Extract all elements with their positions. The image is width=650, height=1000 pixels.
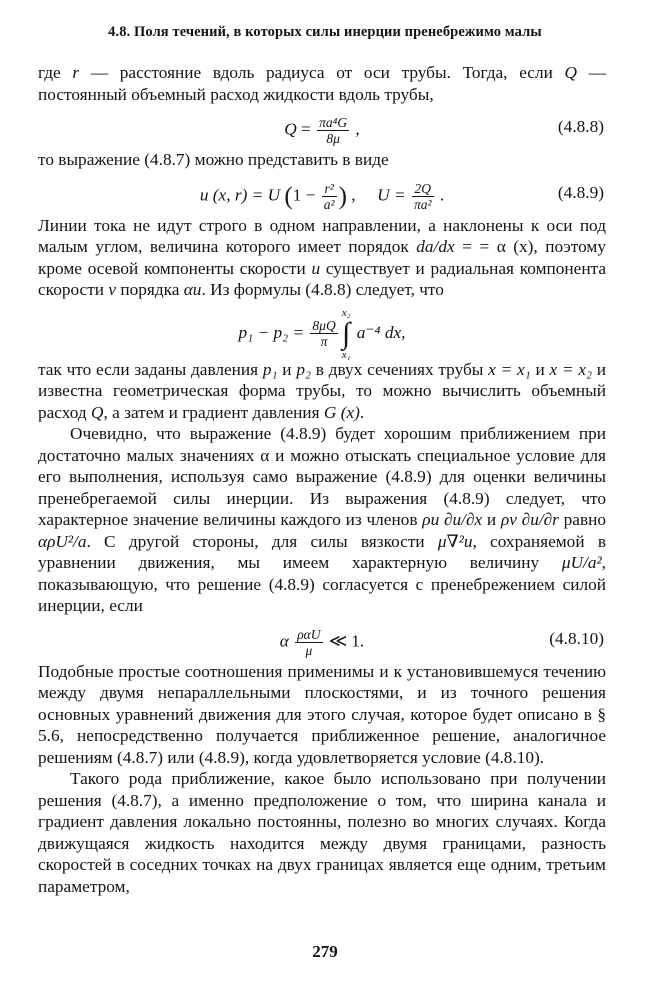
paragraph-5: Очевидно, что выражение (4.8.9) будет хорошим приближением при достаточно малых значениях α и можно отыскать специальное условие для его выполнения, используя само выражение (4.8.9) для оценки величины пренебрегаемой силы инерции. Из выражения (4.8.9) следует, что характерное значение величины каждого из членов ρu ∂u/∂x и ρv ∂u/∂r равно αρU²/a. С другой стороны, для силы вязкости μ∇²u, сохраняемой в уравнении движения, мы имеем характерную величину μU/a², показывающую, что решение (4.8.9) согласуется с пренебрежением силой инерции, если — [38, 424, 607, 615]
paragraph-3: Линии тока не идут строго в одном направлении, а наклонены к оси под малым углом, величина которого имеет порядок da/dx = = α (x), поэтому кроме осевой компоненты скорости u существует и радиальная компонента скорости v порядка αu. Из формулы (4.8.8) следует, что — [38, 215, 606, 299]
running-header: 4.8. Поля течений, в которых силы инерции пренебрежимо малы — [108, 24, 542, 40]
page-number: 279 — [312, 942, 338, 961]
paragraph-6: Подобные простые соотношения применимы и к установившемуся течению между двумя непараллельными плоскостями, и из точного решения основных уравнений движения для этого случая, которое будет описано в § 5.6, непосредственно получается приближенное решение, аналогичное решениям (4.8.7) или (4.8.9), когда удовлетворяется условие (4.8.10). — [38, 661, 606, 767]
fraction: $\frac{\text{πa⁴G}}{8\mu}$ — [319, 115, 348, 146]
text-body — [38, 62, 606, 897]
equation-pressure-integral: p₁ − p₂ = $\frac{8\mu Q}{\pi}$ x₂ ∫ x₁ a⁻⁴ dx, — [238, 306, 406, 361]
equation-4-8-9: u (x, r) = U (1 − $\frac{\text{r²}}{\text{a²}}$ ) , U = $\frac{2Q}{\text{πa²}}$ . (4.8.9) — [199, 180, 604, 212]
equation-number: (4.8.8) — [557, 117, 604, 136]
paragraph-2: то выражение (4.8.7) можно представить в виде — [38, 150, 389, 169]
paragraph-7: Такого рода приближение, какое было использовано при получении решения (4.8.7), а именно предположение о том, что ширина канала и градиент давления локально постоянны, полезно во многих случаях. Когда движущаяся жидкость находится между двумя границами, разность скоростей в соседних точках на двух границах является еще одним, третьим параметром, — [38, 769, 606, 896]
integral-sign: x₂ ∫ x₁ — [341, 306, 351, 361]
equation-4-8-8: Q = $\frac{\text{πa⁴G}}{8\mu}$ , (4.8.8) — [284, 115, 604, 146]
paragraph-1: где r — расстояние вдоль радиуса от оси трубы. Тогда, если Q — постоянный объемный расход жидкости вдоль трубы, — [38, 63, 607, 104]
equation-number: (4.8.10) — [549, 628, 604, 648]
equation-4-8-10: α $\frac{\text{ραU}}{\mu}$ ≪ 1. (4.8.10) — [279, 626, 604, 658]
paragraph-4: так что если заданы давления p₁ и p₂ в двух сечениях трубы x = x₁ и x = x₂ и известна геометрическая форма трубы, то можно вычислить объемный расход Q, а затем и градиент давления G (x). — [38, 359, 607, 422]
equation-number: (4.8.9) — [557, 182, 604, 202]
